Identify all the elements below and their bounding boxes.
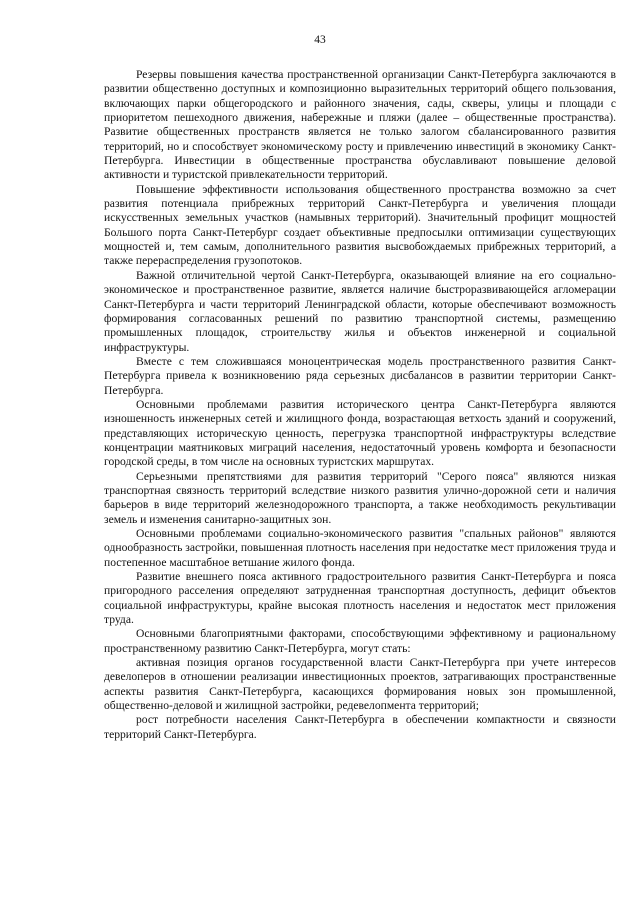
paragraph-agglomeration: Важной отличительной чертой Санкт-Петербурга, оказывающей влияние на его социально-экономическое и пространственное развитие, является наличие быстроразвивающейся агломерации Санкт-Петербурга и части территорий Ленинградской области, которые обеспечивают возможность формирования согласованных решений по развитию транспортной системы, размещению промышленных площадок, строительству жилья и объектов инженерной и социальной инфраструктуры.	[104, 268, 616, 354]
paragraph-coastal-territories: Повышение эффективности использования общественного пространства возможно за счет развития потенциала прибрежных территорий Санкт-Петербурга и увеличения площади искусственных земельных участков (намывных территорий). Значительный профицит мощностей Большого порта Санкт-Петербург создает объективные предпосылки оптимизации существующих мощностей и, тем самым, дополнительного развития высвобождаемых прибрежных территорий, а также перераспределения грузопотоков.	[104, 182, 616, 268]
paragraph-outer-belt: Развитие внешнего пояса активного градостроительного развития Санкт-Петербурга и пояса пригородного расселения определяют затрудненная транспортная доступность, дефицит объектов социальной инфраструктуры, крайне высокая плотность населения и недостаток мест приложения труда.	[104, 570, 616, 627]
list-item-compactness-demand: рост потребности населения Санкт-Петербурга в обеспечении компактности и связности территорий Санкт-Петербурга.	[104, 713, 616, 741]
paragraph-public-spaces: Резервы повышения качества пространственной организации Санкт-Петербурга заключаются в развитии общественно доступных и композиционно выразительных территорий общего пользования, включающих парки общегородского и районного значения, сады, скверы, улицы и площади с приоритетом пешеходного движения, набережные и пляжи (далее – общественные пространства). Развитие общественных пространств является не только залогом сбалансированного развития территорий, но и способствует экономическому росту и привлечению инвестиций в экономику Санкт-Петербурга. Инвестиции в общественные пространства обуславливают повышение деловой активности и туристской привлекательности территорий.	[104, 68, 616, 182]
document-body	[104, 68, 616, 742]
paragraph-grey-belt: Серьезными препятствиями для развития территорий "Серого пояса" являются низкая транспортная связность территорий вследствие низкого развития улично-дорожной сети и наличия барьеров в виде территорий железнодорожного транспорта, а также необходимость рекультивации земель и изменения санитарно-защитных зон.	[104, 469, 616, 526]
paragraph-sleeping-districts: Основными проблемами социально-экономического развития "спальных районов" являются однообразность застройки, повышенная плотность населения при недостатке мест приложения труда и постепенное масштабное ветшание жилого фонда.	[104, 527, 616, 569]
paragraph-monocentric-model: Вместе с тем сложившаяся моноцентрическая модель пространственного развития Санкт-Петербурга привела к возникновению ряда серьезных дисбалансов в развитии территории Санкт-Петербурга.	[104, 354, 616, 397]
list-item-government-position: активная позиция органов государственной власти Санкт-Петербурга при учете интересов девелоперов в отношении реализации инвестиционных проектов, затрагивающих пространственные аспекты развития Санкт-Петербурга, касающихся формирования новых зон промышленной, общественно-деловой и жилищной застройки, редевелопмента территорий;	[104, 656, 616, 713]
paragraph-historic-center-problems: Основными проблемами развития исторического центра Санкт-Петербурга являются изношенность инженерных сетей и жилищного фонда, возрастающая ветхость зданий и сооружений, представляющих историческую ценность, перегрузка транспортной инфраструктуры вследствие концентрации маятниковых миграций населения, недостаточный уровень комфорта и безопасности городской среды, в том числе на основных туристских маршрутах.	[104, 397, 616, 469]
page-number: 43	[314, 34, 326, 46]
paragraph-favorable-factors: Основными благоприятными факторами, способствующими эффективному и рациональному пространственному развитию Санкт-Петербурга, могут стать:	[104, 627, 616, 655]
